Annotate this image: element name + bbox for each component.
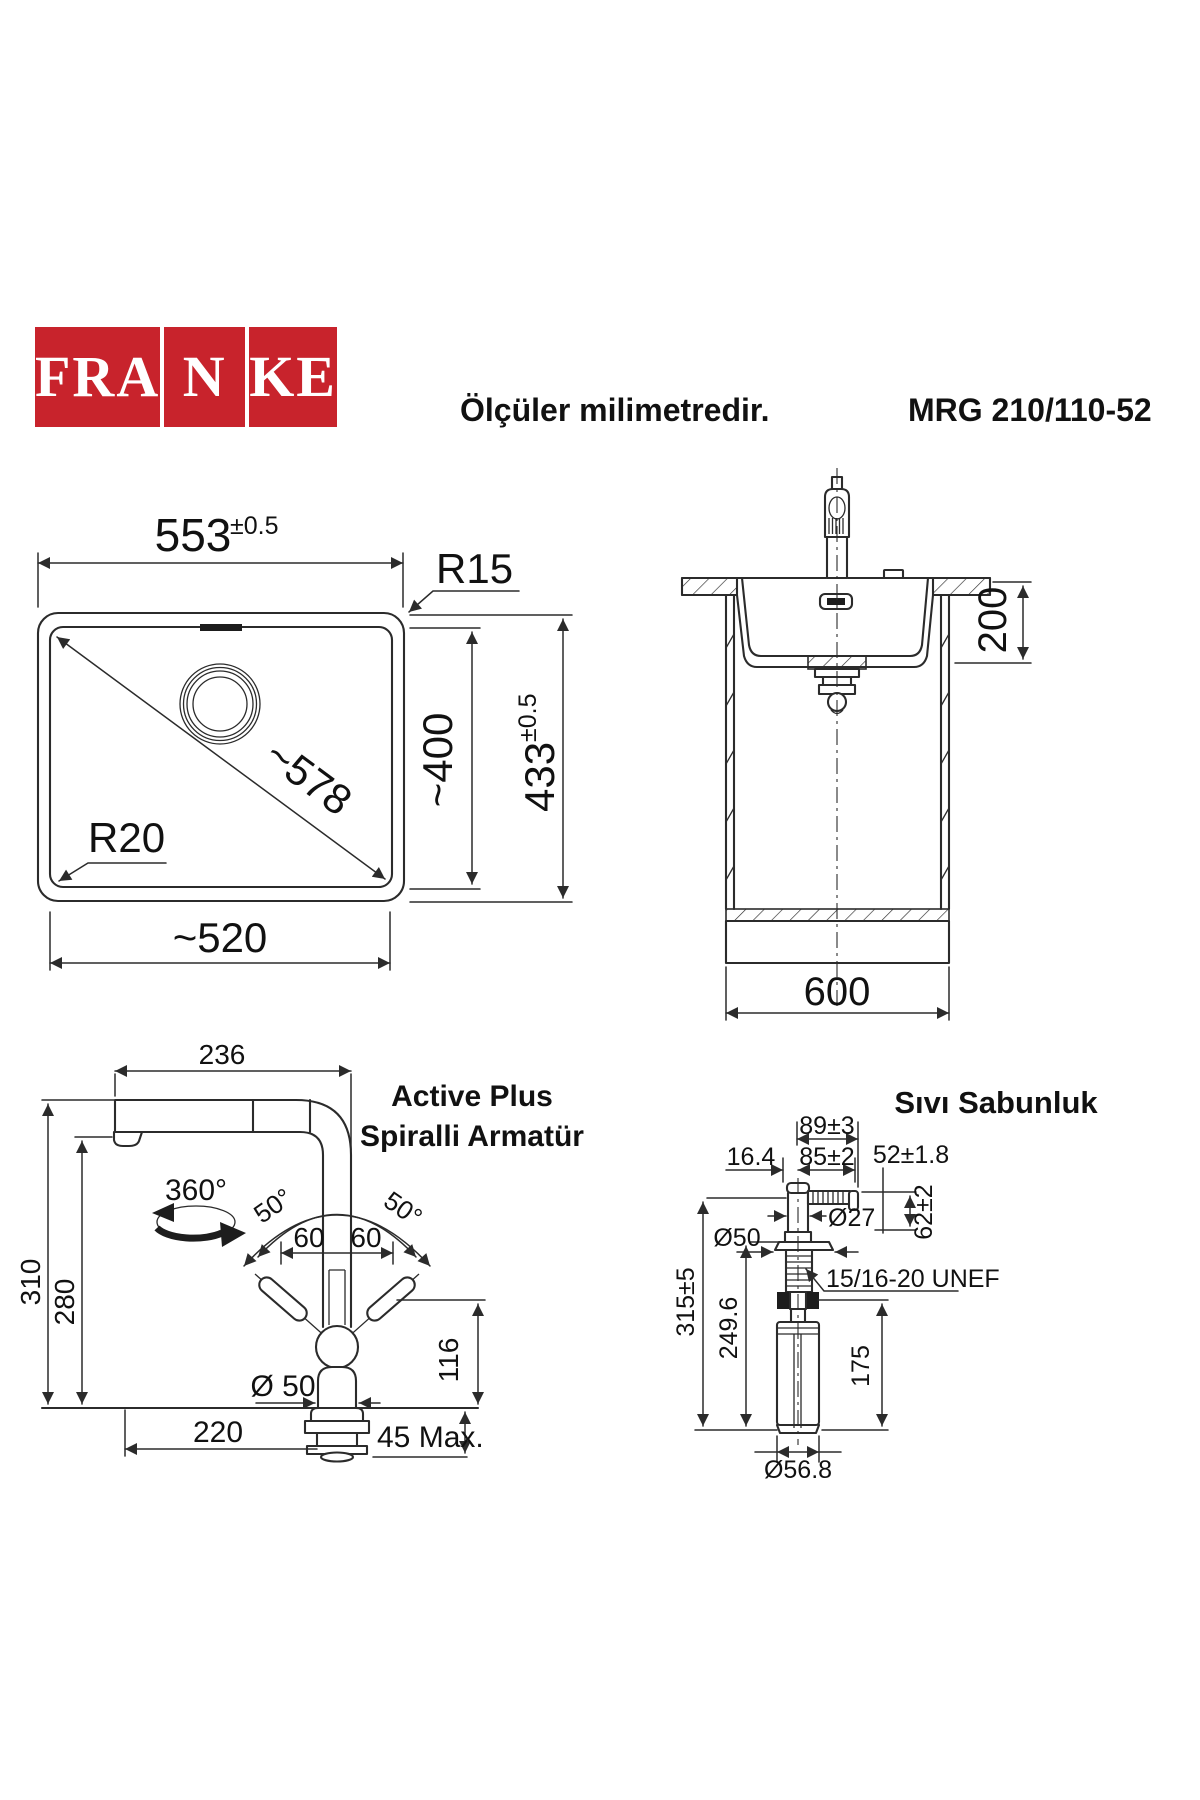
dim-reach: 220: [192, 1416, 244, 1449]
lever-left: [256, 1274, 310, 1323]
dim-head-width: 52±1.8: [872, 1141, 950, 1169]
dispenser-flange: [775, 1242, 833, 1250]
logo-text-2: N: [182, 344, 227, 409]
dim-swivel: 360°: [164, 1174, 228, 1207]
dim-bottom-width: ~520: [172, 914, 268, 961]
dim-spray-left: 50°: [248, 1182, 298, 1230]
faucet-title-1: Active Plus: [391, 1080, 553, 1113]
bowl-inner: [742, 578, 928, 656]
dim-spray-right: 50°: [378, 1185, 428, 1233]
logo-text-3: KE: [249, 344, 337, 409]
dim-below-counter: 249.6: [715, 1296, 743, 1360]
dim-cabinet-width: 600: [803, 970, 871, 1014]
tap-hole-cover: [884, 570, 903, 578]
dim-total-height2: 315±5: [672, 1267, 700, 1337]
spout-outline: [115, 1100, 351, 1327]
dim-spout-height: 280: [49, 1278, 80, 1326]
dim-offset: 16.4: [726, 1143, 776, 1171]
dim-counter-max: 45 Max.: [377, 1421, 484, 1454]
logo-text-1: FRA: [35, 344, 161, 409]
dim-head-dia: Ø27: [828, 1204, 876, 1232]
dim-60-right: 60: [350, 1222, 382, 1253]
faucet-body: [318, 1367, 356, 1408]
dim-lever-height: 116: [433, 1337, 464, 1383]
dispenser-view: [672, 1085, 1098, 1484]
lever-right: [364, 1274, 418, 1323]
dim-base-dia: Ø 50: [250, 1370, 316, 1403]
sink-section-view: [682, 468, 1031, 1020]
dim-width: 553: [154, 509, 232, 561]
dim-bottle-height: 175: [847, 1345, 875, 1387]
dispenser-title: Sıvı Sabunluk: [894, 1085, 1098, 1120]
faucet-base: [305, 1408, 369, 1462]
model-number: MRG 210/110-52: [908, 392, 1152, 428]
units-note: Ölçüler milimetredir.: [460, 392, 770, 428]
dim-spout-reach: 236: [198, 1039, 246, 1070]
aerator: [114, 1132, 142, 1146]
dim-head-height: 62±2: [910, 1184, 938, 1240]
dim-width-tol: ±0.5: [230, 512, 279, 540]
dim-spout-reach2: 85±2: [799, 1143, 855, 1171]
dim-60-left: 60: [293, 1222, 325, 1253]
dim-bottle-dia: Ø56.8: [763, 1456, 833, 1484]
sink-top-view: [38, 509, 572, 970]
dim-height-tol: ±0.5: [514, 693, 542, 742]
dim-r15: R15: [436, 545, 514, 592]
dim-total-height: 310: [15, 1258, 46, 1306]
dim-spout-length: 89±3: [799, 1112, 855, 1140]
dim-r20: R20: [88, 814, 166, 861]
countertop-left: [682, 578, 737, 595]
drain-circles: [180, 664, 260, 744]
dim-flange-dia: Ø50: [713, 1224, 761, 1252]
faucet-title-2: Spiralli Armatür: [360, 1120, 584, 1153]
dim-diagonal: ~578: [256, 730, 361, 825]
faucet-view: [15, 1039, 584, 1462]
ball-joint: [316, 1326, 358, 1368]
overflow-slot: [200, 624, 242, 631]
thread-spec: 15/16-20 UNEF: [826, 1265, 1000, 1293]
swivel-symbol: [152, 1203, 246, 1247]
dim-inner-height: ~400: [414, 712, 461, 808]
dim-height: 433: [516, 741, 563, 812]
dim-bowl-depth: 200: [971, 586, 1015, 654]
